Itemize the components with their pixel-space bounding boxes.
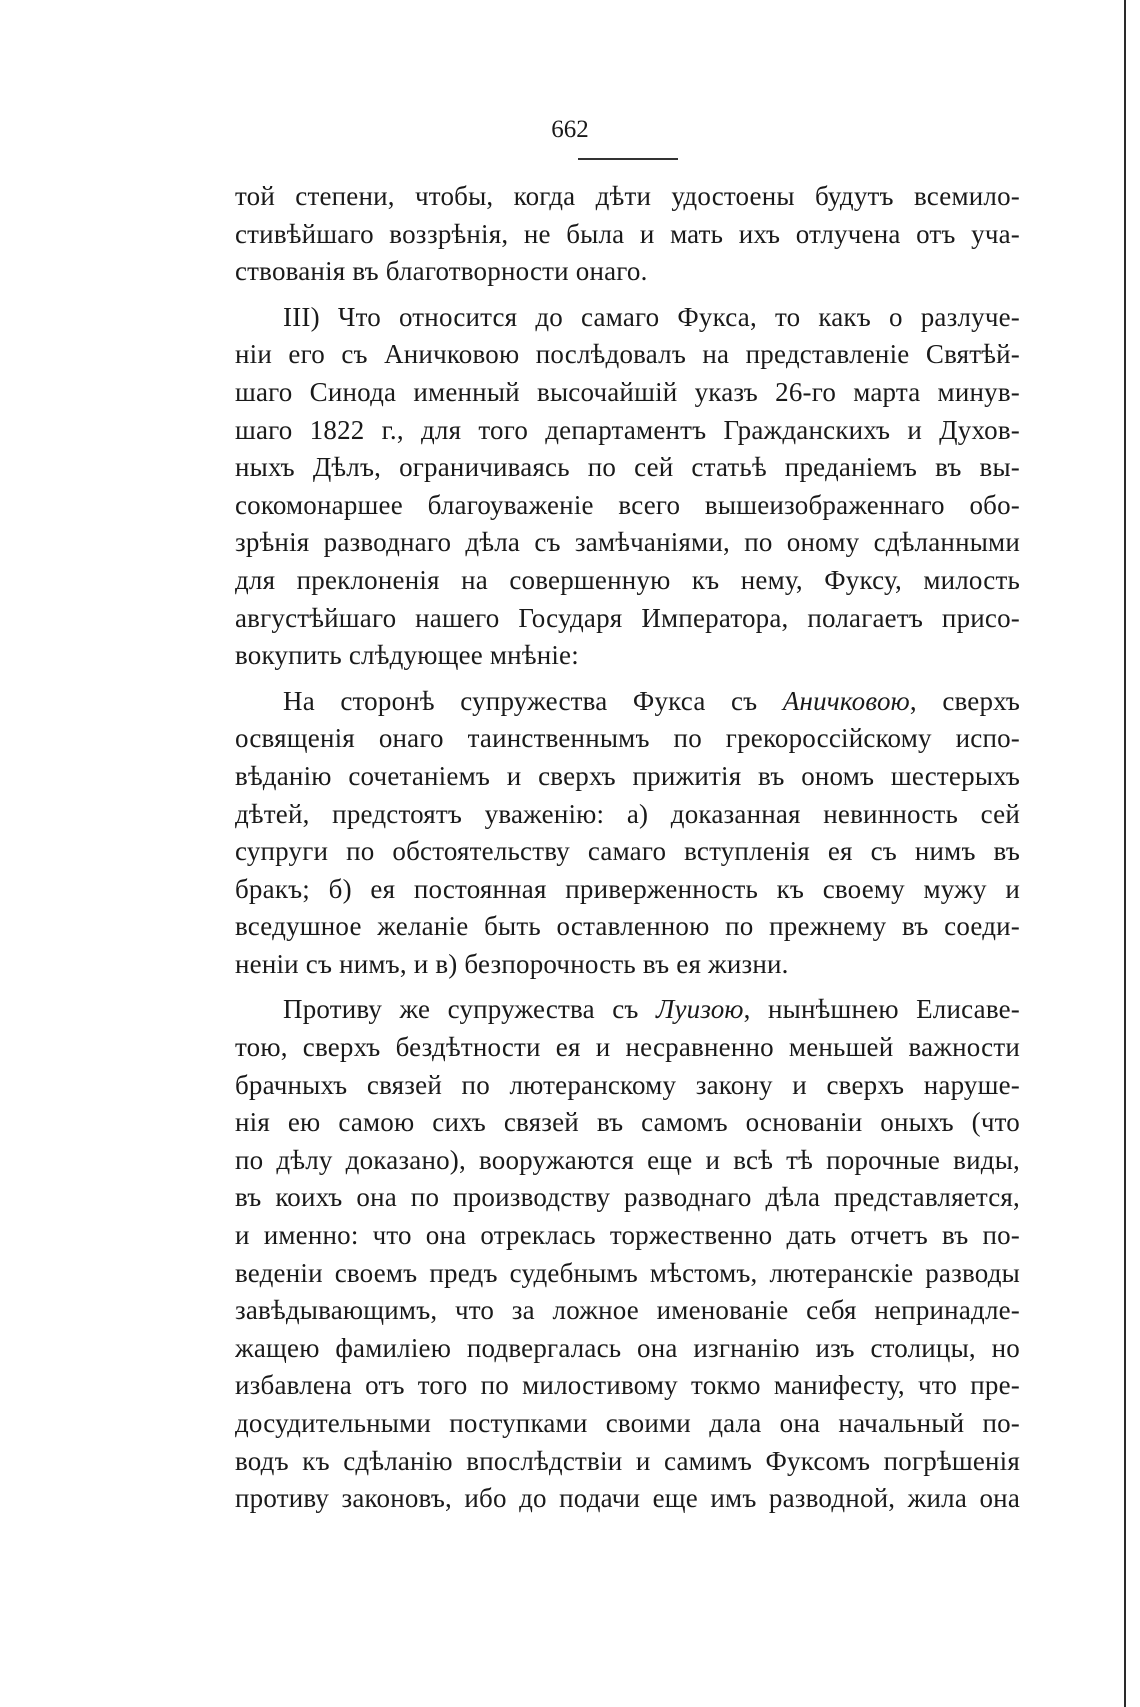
text-line: брачныхъ связей по лютеранскому закону и сверхъ наруше- — [235, 1069, 1020, 1100]
text-line: избавлена отъ того по милостивому токмо манифесту, что пре- — [235, 1370, 1020, 1401]
text-line: той степени, чтобы, когда дѣти удостоены будутъ всемило- — [235, 181, 1020, 211]
text-line: вѣданію сочетаніемъ и сверхъ прижитія въ ономъ шестерыхъ — [235, 760, 1020, 791]
text-line: На сторонѣ супружества Фукса съ Аничковою, сверхъ — [283, 685, 1020, 716]
text-line: супруги по обстоятельству самаго вступленія ея съ нимъ въ — [235, 836, 1020, 867]
text-line: сокомонаршее благоуваженіе всего вышеизображеннаго обо- — [235, 489, 1020, 520]
text-line: въ коихъ она по производству разводнаго дѣла представляется, — [235, 1182, 1020, 1213]
text-line: шаго Синода именный высочайшій указъ 26-го марта минув- — [235, 376, 1020, 407]
text-line: для преклоненія на совершенную къ нему, Фуксу, милость — [235, 564, 1020, 595]
header-rule — [578, 158, 678, 160]
text-line: водъ къ сдѣланію впослѣдствіи и самимъ Фуксомъ погрѣшенія — [235, 1445, 1020, 1476]
text-line: ствованія въ благотворности онаго. — [235, 256, 648, 287]
page-body — [235, 178, 1020, 1518]
text-line: вседушное желаніе быть оставленною по прежнему въ соеди- — [235, 911, 1020, 942]
text-line: жащею фамиліею подвергалась она изгнанію изъ столицы, но — [235, 1332, 1020, 1363]
text-line: ныхъ Дѣлъ, ограничиваясь по сей статьѣ преданіемъ въ вы- — [235, 452, 1020, 483]
text-line: веденіи своемъ предъ судебнымъ мѣстомъ, лютеранскіе разводы — [235, 1257, 1020, 1288]
text-line: досудительными поступками своими дала она начальный по- — [235, 1408, 1020, 1438]
scan-edge — [1124, 0, 1126, 1707]
paragraph — [235, 991, 1020, 1517]
text-line: освященія онаго таинственнымъ по грекороссійскому испо- — [235, 723, 1020, 754]
text-line: тою, сверхъ бездѣтности ея и несравненно меньшей важности — [235, 1032, 1020, 1063]
text-line: зрѣнія разводнаго дѣла съ замѣчаніями, по оному сдѣланными — [235, 527, 1020, 558]
text-line: Противу же супружества съ Луизою, нынѣшнею Елисаве- — [283, 994, 1020, 1025]
text-line: бракъ; б) ея постоянная приверженность къ своему мужу и — [235, 873, 1020, 904]
text-line: по дѣлу доказано), вооружаются еще и всѣ тѣ порочные виды, — [235, 1144, 1020, 1175]
text-line: III) Что относится до самаго Фукса, то какъ о разлуче- — [283, 301, 1020, 332]
text-line: вокупить слѣдующее мнѣніе: — [235, 640, 579, 671]
text-line: завѣдывающимъ, что за ложное именованіе себя непринадле- — [235, 1295, 1020, 1326]
text-line: августѣйшаго нашего Государя Императора, полагаетъ присо- — [235, 602, 1020, 633]
text-line: нія ею самою сихъ связей въ самомъ основаніи оныхъ (что — [235, 1107, 1020, 1138]
page-number: 662 — [551, 116, 589, 143]
text-line: и именно: что она отреклась торжественно дать отчетъ въ по- — [235, 1220, 1020, 1251]
paragraph — [235, 683, 1020, 984]
paragraph — [235, 178, 1020, 291]
text-line: шаго 1822 г., для того департаментъ Гражданскихъ и Духов- — [235, 414, 1020, 445]
text-line: противу законовъ, ибо до подачи еще имъ разводной, жила она — [235, 1483, 1020, 1514]
text-line: стивѣйшаго воззрѣнія, не была и мать ихъ отлучена отъ уча- — [235, 218, 1020, 249]
text-line: дѣтей, предстоятъ уваженію: а) доказанная невинность сей — [235, 798, 1020, 829]
text-line: ніи его съ Аничковою послѣдовалъ на представленіе Святѣй- — [235, 339, 1020, 370]
text-line: неніи съ нимъ, и в) безпорочность въ ея жизни. — [235, 948, 789, 979]
paragraph — [235, 299, 1020, 675]
